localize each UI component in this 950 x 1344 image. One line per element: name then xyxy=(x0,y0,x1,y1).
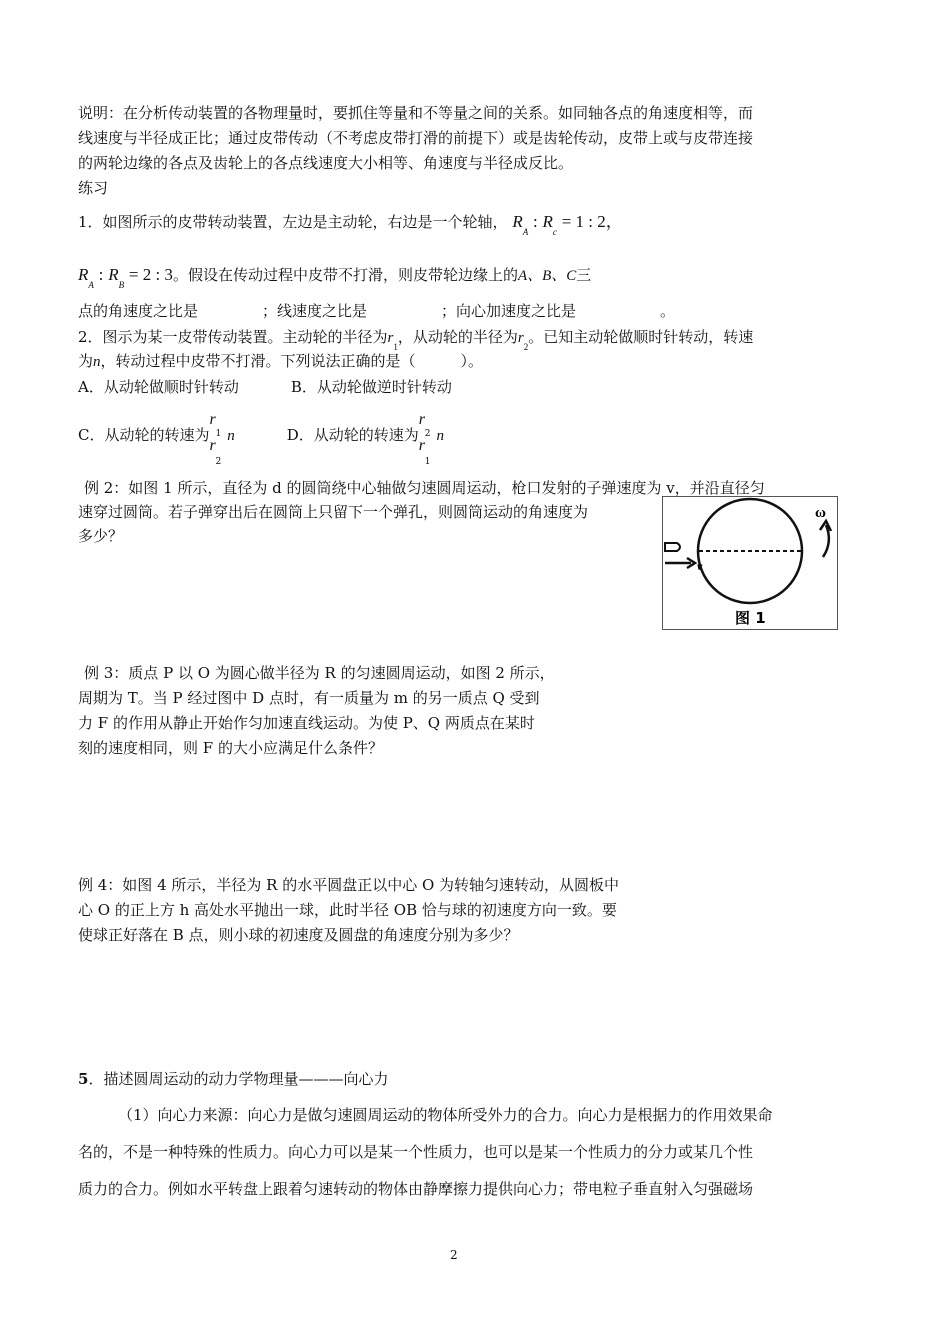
q1-sub-a: A xyxy=(522,227,529,237)
q2-r1: r xyxy=(387,330,394,346)
q1-ratio2-ra: R xyxy=(78,265,89,284)
ex2-line-3: 多少？ xyxy=(78,527,124,545)
ex2-line-2: 速穿过圆筒。若子弹穿出后在圆筒上只留下一个弹孔，则圆筒运动的角速度为 xyxy=(78,503,589,521)
q1-blank-c-label: ；向心加速度之比是 xyxy=(441,302,577,320)
section-5-para-line-1: （1）向心力来源：向心力是做匀速圆周运动的物体所受外力的合力。向心力是根据力的作用效果命 xyxy=(118,1106,773,1124)
q1-lead: 1．如图所示的皮带转动装置，左边是主动轮，右边是一个轮轴， xyxy=(78,213,508,231)
q1-cont: 。假设在传动过程中皮带不打滑，则皮带轮边缘上的 xyxy=(172,266,518,284)
q1-points: A、B、C xyxy=(517,268,577,284)
ex4-line-1: 例 4：如图 4 所示，半径为 R 的水平圆盘正以中心 O 为转轴匀速转动，从圆板中 xyxy=(78,876,620,894)
q1-colon-2: : xyxy=(98,265,104,284)
q2-option-b: B．从动轮做逆时针转动 xyxy=(290,378,452,396)
q2-option-d-fraction: r 2 r 1 xyxy=(418,411,431,467)
q2-line-2 xyxy=(78,350,483,373)
ex3-line-3: 力 F 的作用从静止开始作匀加速直线运动。为使 P、Q 两质点在某时 xyxy=(78,714,535,732)
q1-ratio-2: = 2 : 3 xyxy=(128,265,173,284)
q2-option-a: A．从动轮做顺时针转动 xyxy=(78,378,239,396)
q2-line2b: ，转动过程中皮带不打滑。下列说法正确的是（ ）。 xyxy=(100,352,484,370)
q1-blank-b-label: ；线速度之比是 xyxy=(262,302,368,320)
figure-1-drawing xyxy=(663,497,837,629)
q2-line2a: 为 xyxy=(78,352,94,370)
q1-ratio-1: = 1 : 2， xyxy=(561,212,623,231)
q2-n: n xyxy=(93,354,101,370)
q2-r2-sub: 2 xyxy=(523,342,529,352)
q1-colon: : xyxy=(533,212,538,231)
ex2-line-1: 例 2：如图 1 所示，直径为 d 的圆筒绕中心轴做匀速圆周运动，枪口发射的子弹速度为 v，并沿直径匀 xyxy=(84,479,765,497)
q1-san: 三 xyxy=(576,266,592,284)
q2-options-cd xyxy=(78,411,445,467)
q2-options-ab xyxy=(78,376,452,398)
q1-sub2-b: B xyxy=(118,280,125,290)
intro-line-1: 说明：在分析传动装置的各物理量时，要抓住等量和不等量之间的关系。如同轴各点的角速度相等，而 xyxy=(78,104,754,122)
q1-line-2 xyxy=(78,264,591,288)
figure-1-bullet xyxy=(665,543,680,551)
q1-ratio2-rb: R xyxy=(108,265,119,284)
intro-line-2: 线速度与半径成正比；通过皮带传动（不考虑皮带打滑的前提下）或是齿轮传动，皮带上或与皮带连接 xyxy=(78,129,754,147)
q2-option-d: D．从动轮的转速为 xyxy=(286,426,419,444)
section-5-para-line-2: 名的，不是一种特殊的性质力。向心力可以是某一个性质力，也可以是某一个性质力的分力或某几个性 xyxy=(78,1143,754,1161)
q2-line1a: 2．图示为某一皮带传动装置。主动轮的半径为 xyxy=(78,328,388,346)
ex4-line-3: 使球正好落在 B 点，则小球的初速度及圆盘的角速度分别为多少？ xyxy=(78,926,519,944)
q2-line1b: ，从动轮的半径为 xyxy=(397,328,518,346)
practice-heading: 练习 xyxy=(78,179,109,197)
ex3-line-4: 刻的速度相同，则 F 的大小应满足什么条件？ xyxy=(78,739,383,757)
section-5-heading xyxy=(78,1068,388,1090)
q1-sub-c: c xyxy=(552,227,557,237)
figure-1-v-label: v xyxy=(697,559,703,573)
q2-r1-sub: 1 xyxy=(393,342,398,352)
figure-1 xyxy=(662,496,838,630)
q2-option-c: C．从动轮的转速为 xyxy=(78,426,210,444)
section-5-number: 5 xyxy=(78,1070,89,1088)
figure-1-omega-label: ω xyxy=(815,505,826,521)
q1-line-3 xyxy=(78,300,675,322)
q2-option-c-n: n xyxy=(223,428,235,444)
q1-blank-a-label: 点的角速度之比是 xyxy=(78,302,199,320)
section-5-title: ．描述圆周运动的动力学物理量———向心力 xyxy=(88,1070,389,1088)
page-number: 2 xyxy=(450,1248,458,1262)
figure-1-caption: 图 1 xyxy=(735,609,766,627)
q2-line-1 xyxy=(78,326,753,350)
q2-option-c-fraction: r 1 r 2 xyxy=(209,411,222,467)
q1-line-1 xyxy=(78,211,623,235)
q1-ratio-rc: R xyxy=(542,212,553,231)
q1-ratio-ra: R xyxy=(512,212,523,231)
ex3-line-1: 例 3：质点 P 以 O 为圆心做半径为 R 的匀速圆周运动，如图 2 所示， xyxy=(84,664,555,682)
section-5-para-line-3: 质力的合力。例如水平转盘上跟着匀速转动的物体由静摩擦力提供向心力；带电粒子垂直射入匀强磁场 xyxy=(78,1180,754,1198)
ex3-line-2: 周期为 T。当 P 经过图中 D 点时，有一质量为 m 的另一质点 Q 受到 xyxy=(78,689,540,707)
q2-option-d-n: n xyxy=(432,428,445,444)
q1-blank-end: 。 xyxy=(660,302,676,320)
intro-line-3: 的两轮边缘的各点及齿轮上的各点线速度大小相等、角速度与半径成反比。 xyxy=(78,154,574,172)
figure-1-rotation-arrow xyxy=(823,525,829,557)
ex4-line-2: 心 O 的正上方 h 高处水平抛出一球，此时半径 OB 恰与球的初速度方向一致。要 xyxy=(78,901,617,919)
q1-sub2-a: A xyxy=(88,280,94,290)
q2-r2: r xyxy=(517,330,524,346)
q2-line1c: 。已知主动轮做顺时针转动，转速 xyxy=(528,328,754,346)
